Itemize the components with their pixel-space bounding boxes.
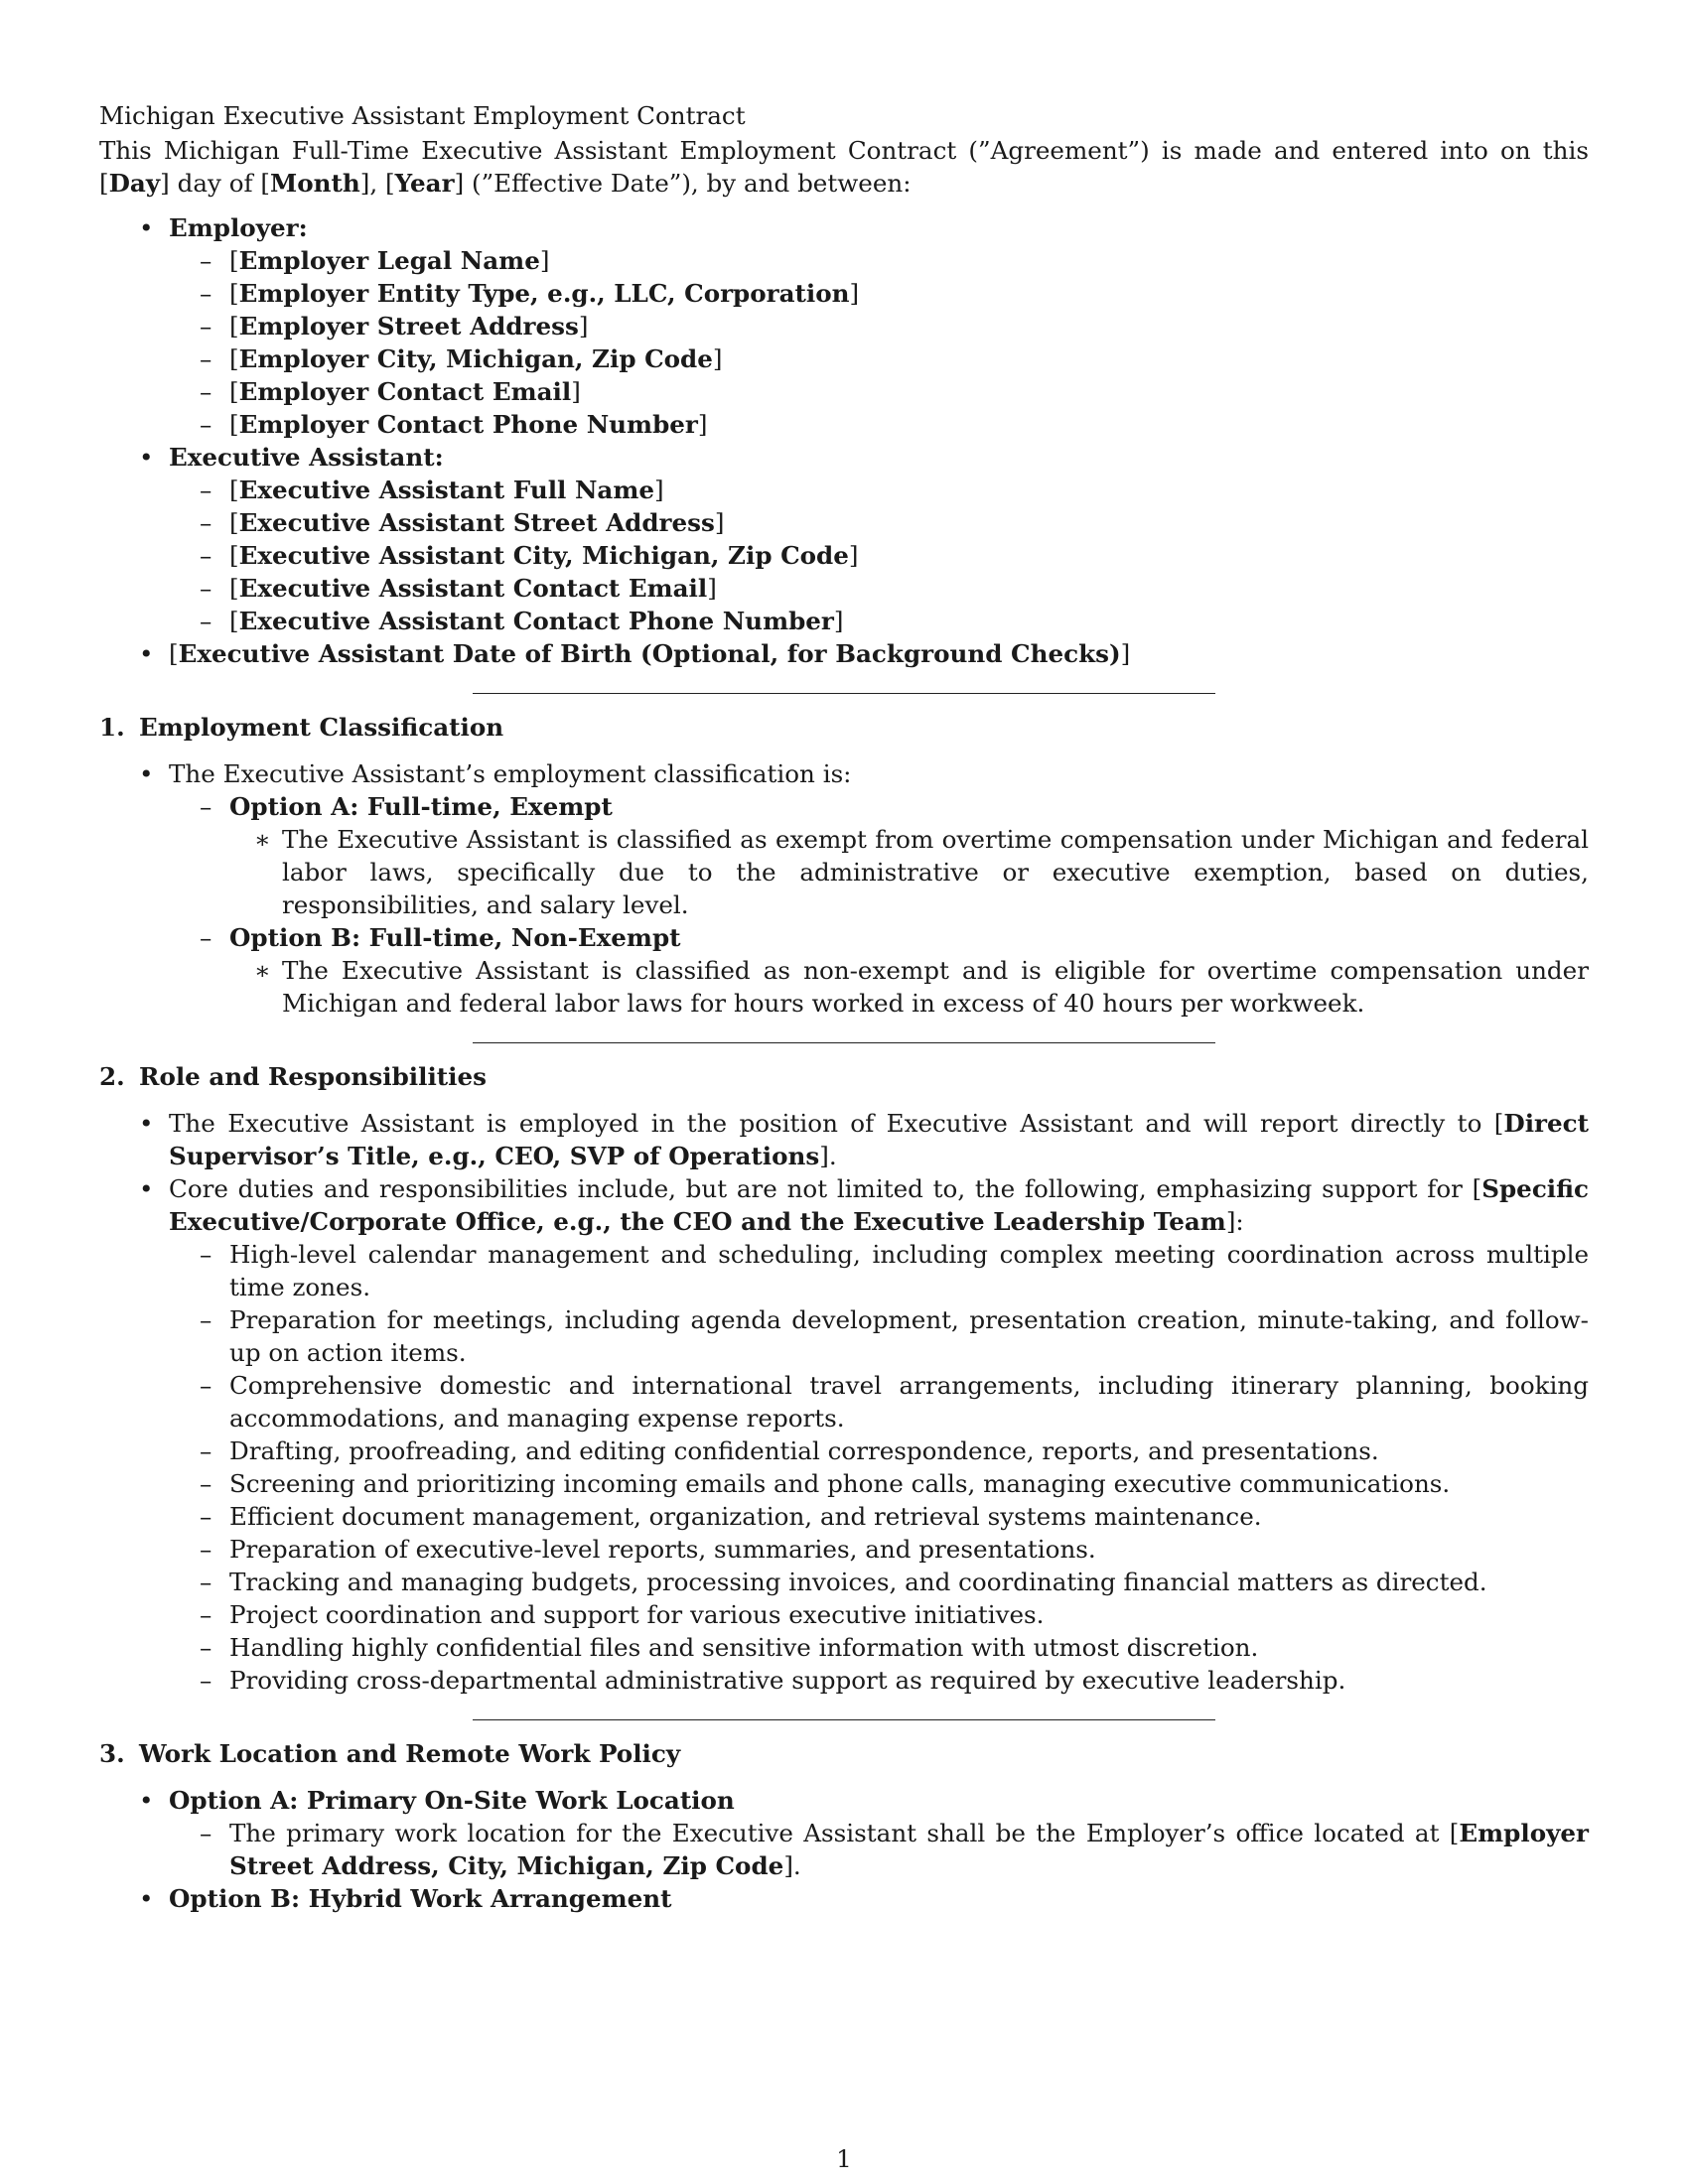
section-number: 1.: [99, 713, 125, 742]
duty-item: – Preparation for meetings, including agenda development, presentation creation, minute-taking, and follow-up on action items.: [229, 1303, 1589, 1369]
assistant-full-name: Executive Assistant Full Name: [238, 476, 655, 504]
option-b-hybrid: [169, 1882, 1589, 1915]
option-detail: [229, 1817, 1589, 1882]
page-number: 1: [836, 2144, 852, 2173]
section-number: 3.: [99, 1739, 125, 1768]
executive-office-field: Specific Executive/Corporate Office, e.g., the CEO and the Executive Leadership Team: [169, 1174, 1589, 1236]
responsibilities-list: [99, 1107, 1589, 1697]
duties-item: [169, 1172, 1589, 1697]
option-detail: ∗ The Executive Assistant is classified as exempt from overtime compensation under Michigan and federal labor laws, specifically due to the administrative or executive exemption, based on duties, responsibilities, and salary level.: [282, 823, 1589, 921]
duty-item: – High-level calendar management and scheduling, including complex meeting coordination across multiple time zones.: [229, 1238, 1589, 1303]
option-b-non-exempt: [229, 921, 1589, 1020]
duty-item: – Handling highly confidential files and sensitive information with utmost discretion.: [229, 1631, 1589, 1664]
reporting-end: ].: [819, 1142, 837, 1170]
document-title: Michigan Executive Assistant Employment Contract: [99, 101, 746, 130]
section-title: Role and Responsibilities: [139, 1062, 487, 1091]
option-b-details: [229, 954, 1589, 1020]
employer-field: – [Employer Legal Name]: [229, 244, 1589, 277]
classification-lead: The Executive Assistant’s employment classification is:: [169, 759, 852, 788]
option-end: ].: [783, 1851, 801, 1880]
assistant-field: – [Executive Assistant Contact Phone Number]: [229, 605, 1589, 637]
duties-text: Core duties and responsibilities include, but are not limited to, the following, emphasizing support for [: [169, 1174, 1482, 1203]
section-number: 2.: [99, 1062, 125, 1091]
classification-list: [99, 757, 1589, 1020]
option-a-details: [169, 1817, 1589, 1882]
option-text: The primary work location for the Executive Assistant shall be the Employer’s office located at [: [229, 1819, 1460, 1847]
work-location-list: [99, 1784, 1589, 1915]
duty-item: – Efficient document management, organization, and retrieval systems maintenance.: [229, 1500, 1589, 1533]
section-divider: [473, 693, 1215, 694]
assistant-field: – [Executive Assistant City, Michigan, Zip Code]: [229, 539, 1589, 572]
option-a-exempt: [229, 790, 1589, 921]
intro-text: This Michigan Full-Time Executive Assistant Employment Contract (”Agreement”) is made and entered into on this [: [99, 136, 1589, 198]
duty-item: – Drafting, proofreading, and editing confidential correspondence, reports, and presentations.: [229, 1434, 1589, 1467]
assistant-city-zip: Executive Assistant City, Michigan, Zip Code: [238, 541, 849, 570]
employer-field: – [Employer Contact Email]: [229, 375, 1589, 408]
employer-label: Employer:: [169, 213, 308, 242]
reporting-item: [169, 1107, 1589, 1172]
dob-field: Executive Assistant Date of Birth (Optional, for Background Checks): [178, 639, 1121, 668]
classification-options: [169, 790, 1589, 1020]
document-page: [99, 99, 1589, 1915]
duty-item: – Project coordination and support for various executive initiatives.: [229, 1598, 1589, 1631]
intro-text: ] day of [: [160, 169, 271, 198]
employer-item: [169, 211, 1589, 441]
year-field: Year: [394, 169, 455, 198]
duties-list: [169, 1238, 1589, 1697]
section-divider: [473, 1042, 1215, 1043]
employer-entity-type: Employer Entity Type, e.g., LLC, Corporation: [238, 279, 850, 308]
duties-end: ]:: [1225, 1207, 1244, 1236]
section-heading-3: [99, 1737, 1589, 1770]
duty-item: – Providing cross-departmental administrative support as required by executive leadership.: [229, 1664, 1589, 1697]
option-a-details: [229, 823, 1589, 921]
employer-field: – [Employer City, Michigan, Zip Code]: [229, 342, 1589, 375]
employer-contact-email: Employer Contact Email: [238, 377, 572, 406]
day-field: Day: [108, 169, 161, 198]
intro-paragraph: [99, 134, 1589, 200]
classification-item: [169, 757, 1589, 1020]
intro-text: ], [: [359, 169, 395, 198]
duty-item: – Tracking and managing budgets, processing invoices, and coordinating financial matters as directed.: [229, 1566, 1589, 1598]
option-detail: ∗ The Executive Assistant is classified as non-exempt and is eligible for overtime compensation under Michigan and federal labor laws for hours worked in excess of 40 hours per workweek.: [282, 954, 1589, 1020]
section-divider: [473, 1719, 1215, 1720]
option-label: Option A: Primary On-Site Work Location: [169, 1786, 735, 1815]
assistant-field: – [Executive Assistant Contact Email]: [229, 572, 1589, 605]
assistant-contact-phone: Executive Assistant Contact Phone Number: [238, 607, 834, 635]
assistant-field: – [Executive Assistant Full Name]: [229, 474, 1589, 506]
employer-field: – [Employer Contact Phone Number]: [229, 408, 1589, 441]
assistant-item: [169, 441, 1589, 637]
option-label: Option B: Full-time, Non-Exempt: [229, 923, 681, 952]
option-label: Option B: Hybrid Work Arrangement: [169, 1884, 672, 1913]
option-label: Option A: Full-time, Exempt: [229, 792, 613, 821]
assistant-contact-email: Executive Assistant Contact Email: [238, 574, 708, 603]
duty-item: – Comprehensive domestic and international travel arrangements, including itinerary planning, booking accommodations, and managing expense reports.: [229, 1369, 1589, 1434]
employer-street-address: Employer Street Address: [238, 312, 579, 341]
duty-item: – Preparation of executive-level reports, summaries, and presentations.: [229, 1533, 1589, 1566]
section-heading-1: [99, 711, 1589, 744]
parties-list: [99, 211, 1589, 670]
employer-field: – [Employer Street Address]: [229, 310, 1589, 342]
month-field: Month: [270, 169, 360, 198]
assistant-label: Executive Assistant:: [169, 443, 444, 472]
section-title: Employment Classification: [139, 713, 504, 742]
assistant-field: – [Executive Assistant Street Address]: [229, 506, 1589, 539]
employer-field: – [Employer Entity Type, e.g., LLC, Corporation]: [229, 277, 1589, 310]
employer-city-zip: Employer City, Michigan, Zip Code: [238, 344, 713, 373]
duty-item: – Screening and prioritizing incoming emails and phone calls, managing executive communications.: [229, 1467, 1589, 1500]
section-title: Work Location and Remote Work Policy: [139, 1739, 681, 1768]
employer-legal-name: Employer Legal Name: [238, 246, 540, 275]
dob-item: • [Executive Assistant Date of Birth (Optional, for Background Checks)]: [169, 637, 1589, 670]
assistant-street-address: Executive Assistant Street Address: [238, 508, 715, 537]
intro-text: ] (”Effective Date”), by and between:: [454, 169, 912, 198]
office-address-field: Employer Street Address, City, Michigan, Zip Code: [229, 1819, 1589, 1880]
assistant-fields: [169, 474, 1589, 637]
employer-contact-phone: Employer Contact Phone Number: [238, 410, 698, 439]
section-heading-2: [99, 1060, 1589, 1093]
reporting-text: The Executive Assistant is employed in the position of Executive Assistant and will report directly to [: [169, 1109, 1504, 1138]
option-a-onsite: [169, 1784, 1589, 1882]
employer-fields: [169, 244, 1589, 441]
supervisor-field: Direct Supervisor’s Title, e.g., CEO, SVP of Operations: [169, 1109, 1589, 1170]
